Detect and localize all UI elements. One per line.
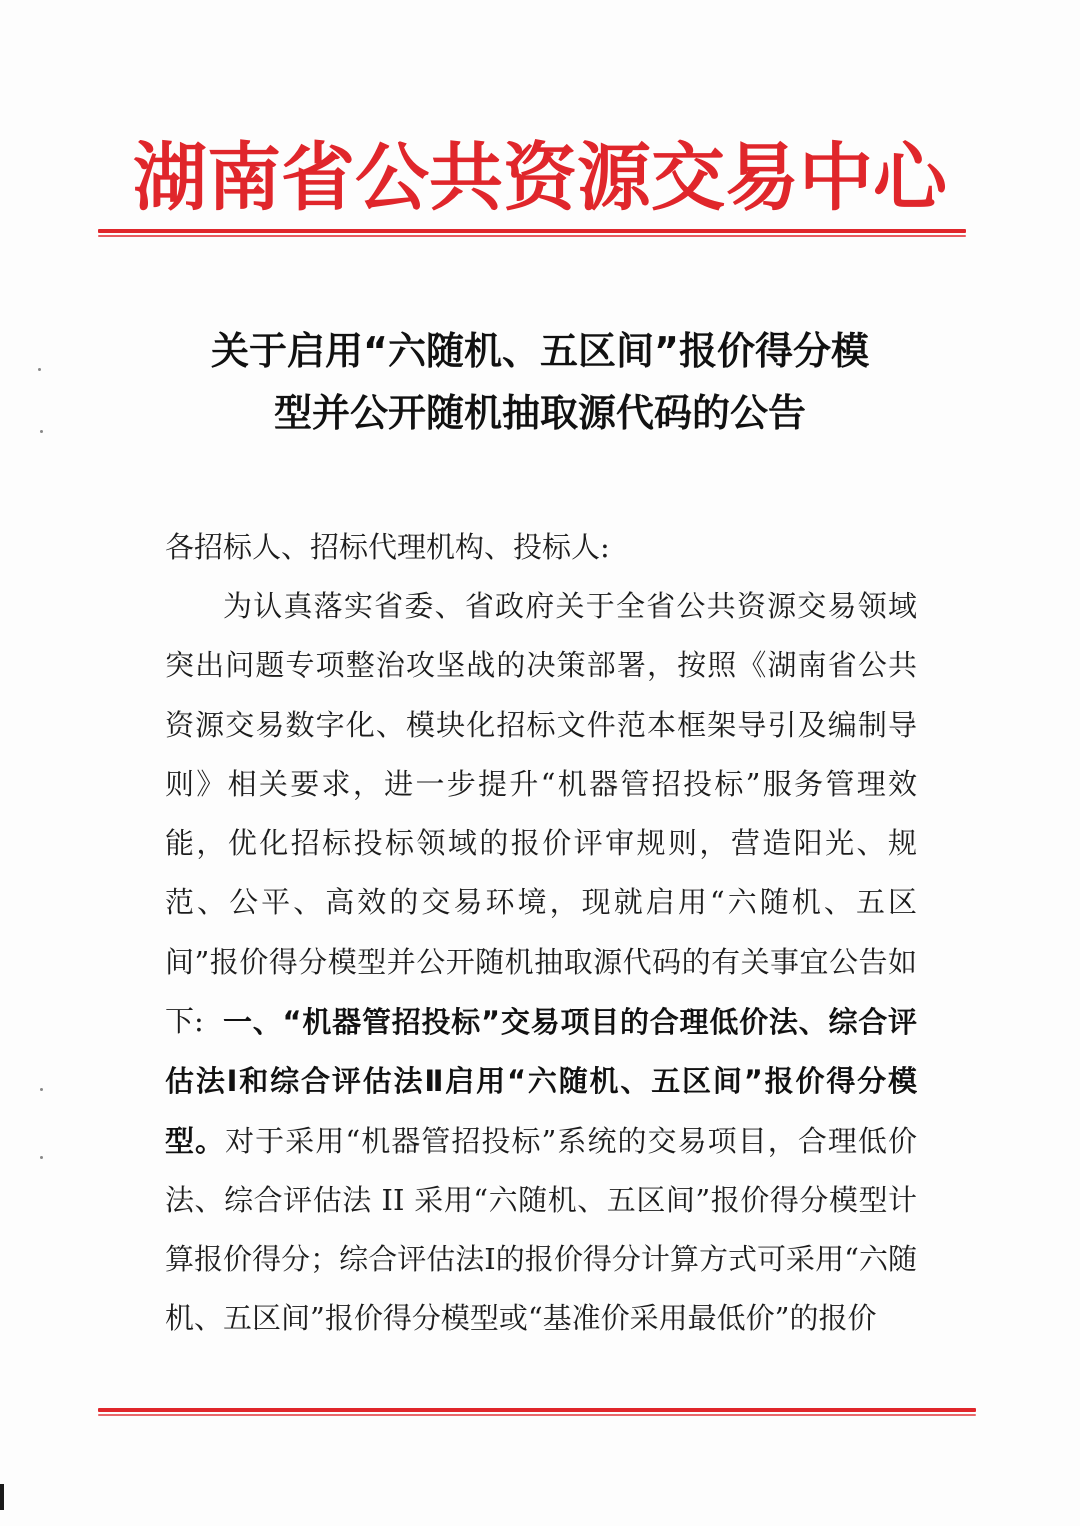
paragraph-1: 为认真落实省委、省政府关于全省公共资源交易领域突出问题专项整治攻坚战的决策部署，按照《湖南省公共资源交易数字化、模块化招标文件范本框架导引及编制导则》相关要求，进一步提升“机器管招投标”服务管理效能，优化招标投标领域的报价评审规则，营造阳光、规范、公平、高效的交易环境，现就启用“六随机、五区间”报价得分模型并公开随机抽取源代码的有关事宜公告如下: [165,589,917,1039]
header-red-rule [98,229,966,233]
paragraph-2 [165,993,917,1349]
scan-speck [40,1088,43,1091]
scan-edge-mark [0,1484,4,1510]
paragraph-2-text: 对于采用“机器管招投标”系统的交易项目，合理低价法、综合评估法 II 采用“六随机、五区间”报价得分模型计算报价得分；综合评估法Ⅰ的报价得分计算方式可采用“六随机、五区间”报价得分模型或“基准价采用最低价”的报价 [165,1123,917,1336]
title-line-2: 型并公开随机抽取源代码的公告 [273,391,806,435]
footer-red-rule-thin [98,1414,976,1416]
header-red-rule-thin [98,235,966,237]
salutation: 各招标人、招标代理机构、投标人: [165,530,610,564]
document-title [130,320,950,444]
organization-header: 湖南省公共资源交易中心 [133,135,947,221]
scan-speck [40,430,43,433]
footer-red-rule [98,1408,976,1412]
title-line-1: 关于启用“六随机、五区间”报价得分模 [211,329,869,373]
scan-speck [40,1156,43,1159]
scan-speck [38,368,41,371]
paragraph-2-heading: 一、“机器管招投标”交易项目的合理低价法、综合评估法Ⅰ和综合评估法Ⅱ启用“六随机、五区间”报价得分模型。 [165,1005,917,1158]
